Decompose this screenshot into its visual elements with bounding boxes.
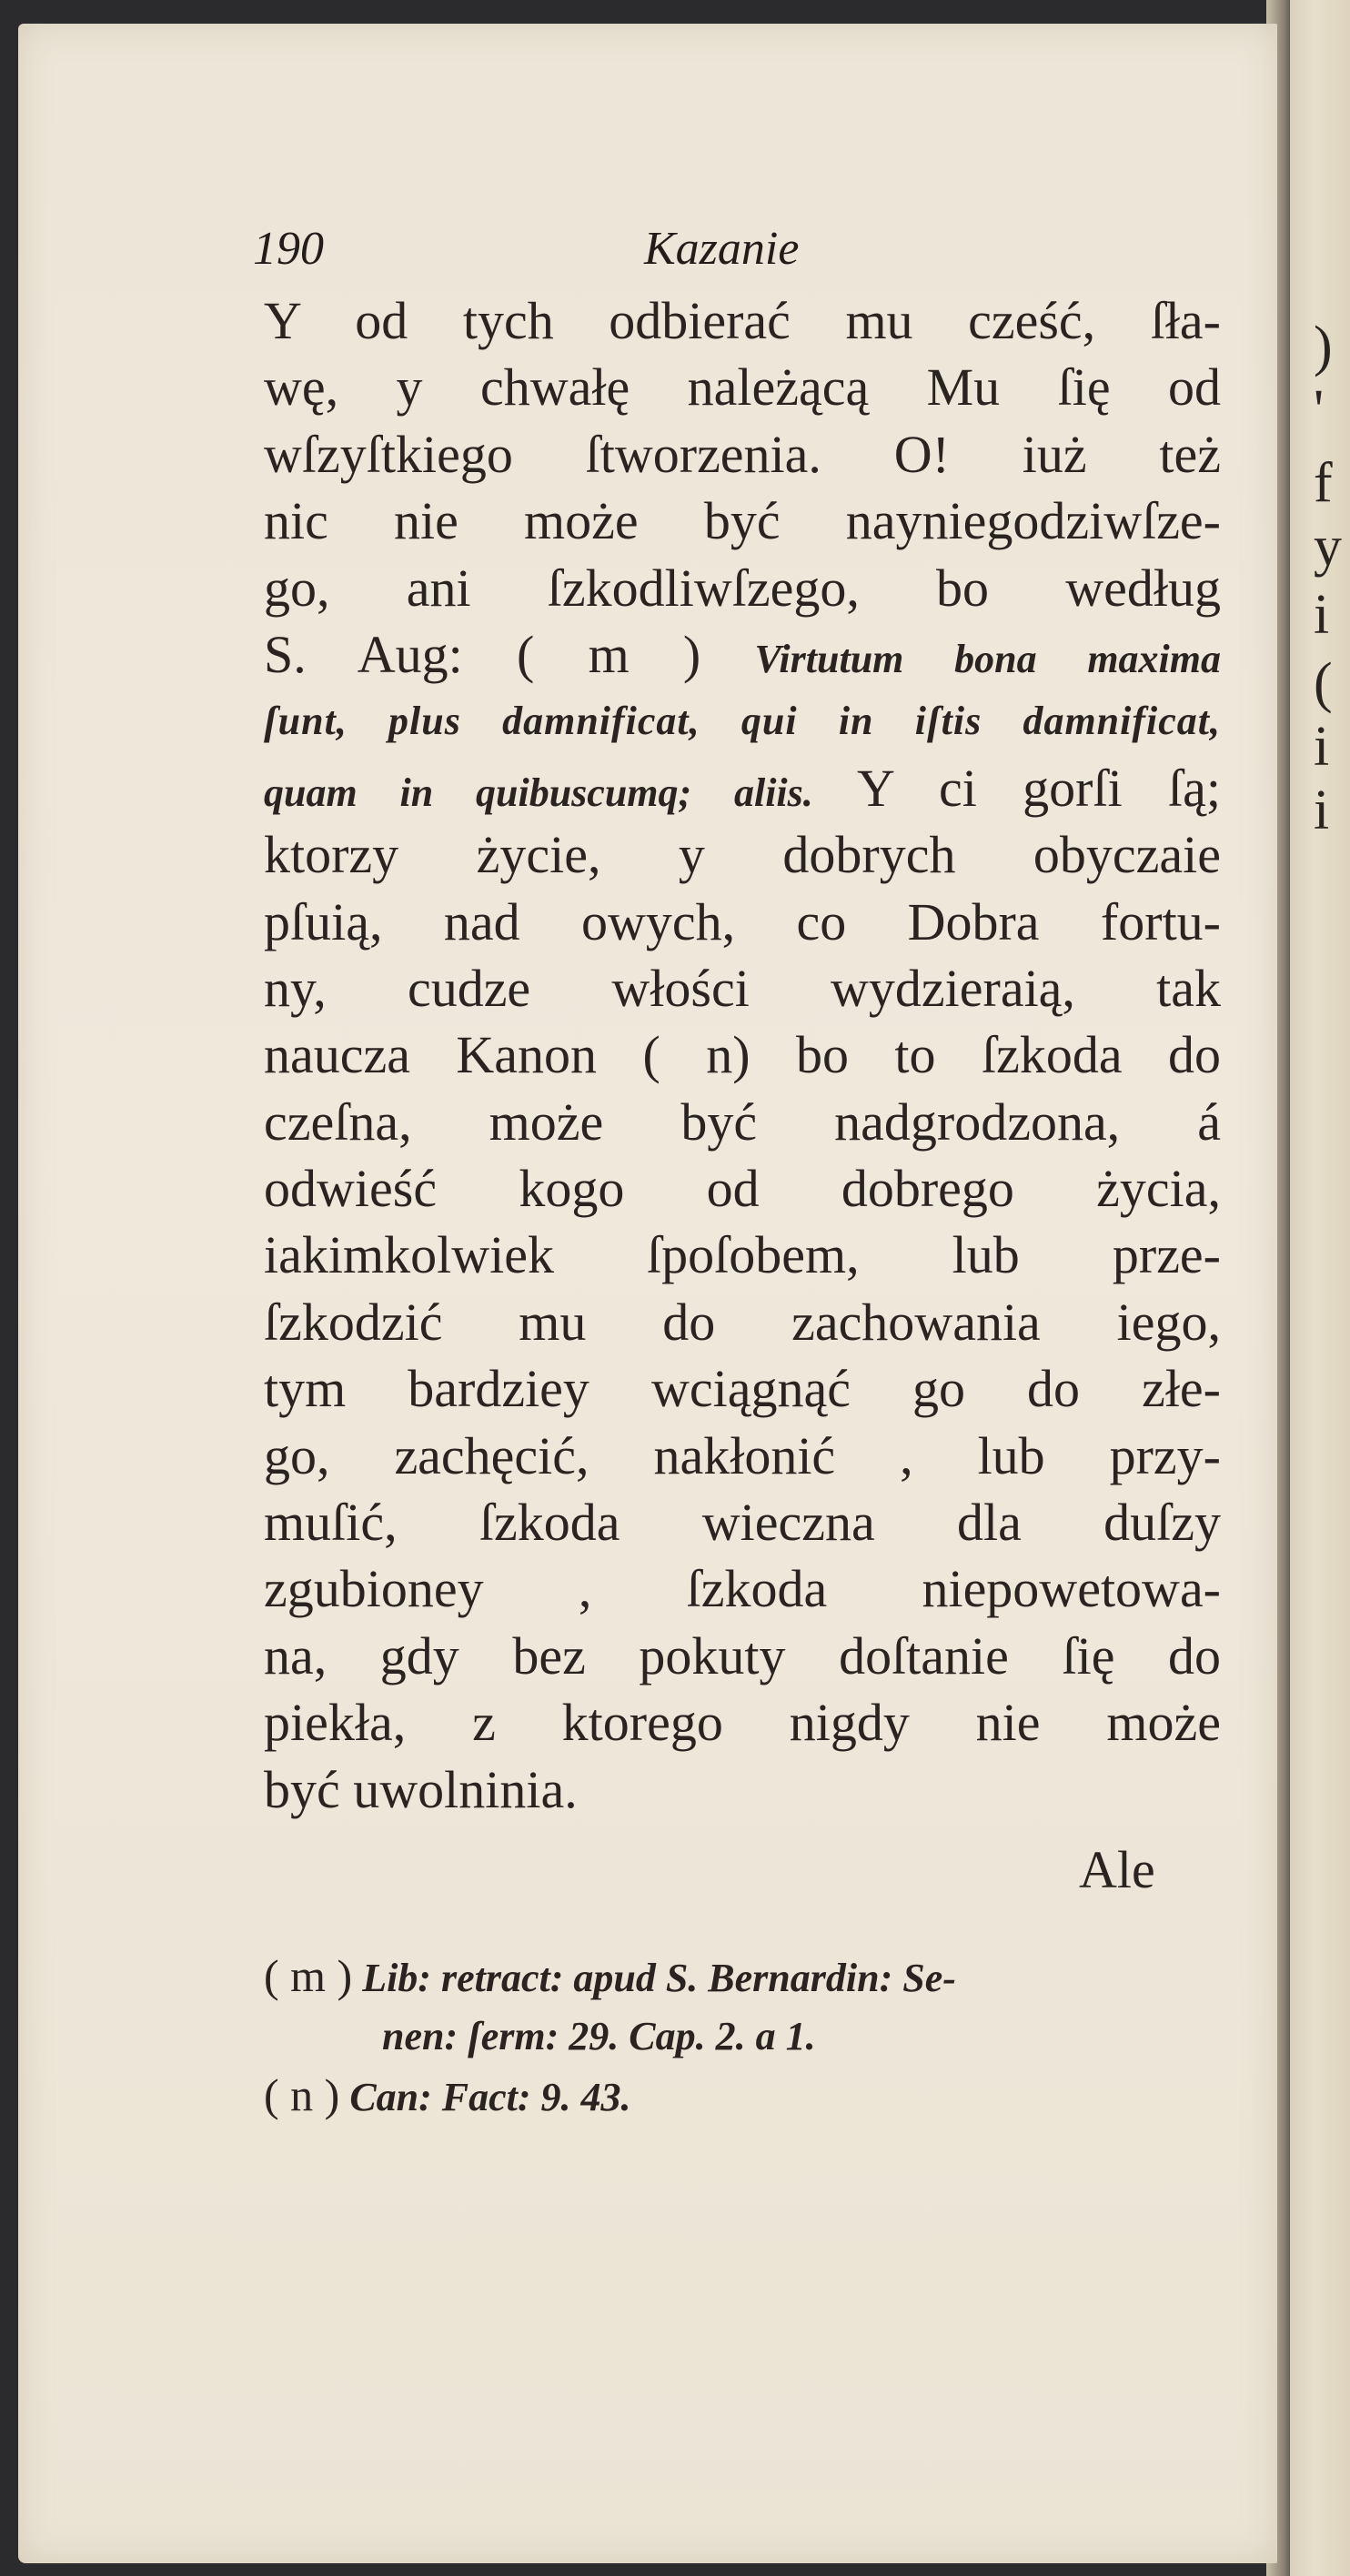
facing-page-fragment: y xyxy=(1314,516,1342,578)
sermon-text xyxy=(264,287,1221,1823)
text-line: wſzyſtkiego ſtworzenia. O! iuż też xyxy=(264,424,1221,484)
page-number: 190 xyxy=(253,223,324,275)
catchword: Ale xyxy=(1079,1840,1155,1899)
facing-page-fragment: ' xyxy=(1314,379,1325,441)
footnote-text: Can: Fact: 9. 43. xyxy=(349,2075,631,2119)
text-line: go, ani ſzkodliwſzego, bo według xyxy=(264,558,1221,618)
footnote-n xyxy=(264,2066,1237,2127)
footnote-m-continuation xyxy=(264,2007,1237,2066)
footnotes xyxy=(264,1947,1237,2127)
citation-marker-text: S. Aug: ( m ) xyxy=(264,624,701,684)
text-line: czeſna, może być nadgrodzona, á xyxy=(264,1092,1221,1152)
facing-page-fragment: i xyxy=(1314,780,1330,841)
text-line: odwieść kogo od dobrego życia, xyxy=(264,1159,1221,1219)
footnote-text: nen: ſerm: 29. Cap. 2. a 1. xyxy=(382,2014,816,2058)
text-line: nic nie może być nayniegodziwſze- xyxy=(264,491,1221,551)
page-header xyxy=(253,222,835,286)
text-line: naucza Kanon ( n) bo to ſzkoda do xyxy=(264,1025,1221,1085)
text-line: go, zachęcić, nakłonić , lub przy- xyxy=(264,1425,1221,1485)
text-line: na, gdy bez pokuty doſtanie ſię do xyxy=(264,1625,1221,1685)
latin-quote-line: ſunt, plus damnificat, qui in iſtis damnificat, xyxy=(264,699,1221,744)
text-line: być uwolninia. xyxy=(264,1759,578,1819)
text-line: wę, y chwałę należącą Mu ſię od xyxy=(264,357,1221,418)
text-line: zgubioney , ſzkoda niepowetowa- xyxy=(264,1559,1221,1619)
footnote-m xyxy=(264,1947,1237,2007)
text-line: Y od tych odbierać mu cześć, ſła- xyxy=(264,291,1221,350)
text-line: muſić, ſzkoda wieczna dla duſzy xyxy=(264,1493,1221,1553)
footnote-marker: ( m ) xyxy=(264,1950,353,2001)
footnote-marker: ( n ) xyxy=(264,2069,340,2120)
latin-quote: Virtutum bona maxima xyxy=(754,636,1221,681)
facing-page-fragment: i xyxy=(1314,584,1330,646)
text-line: pſuią, nad owych, co Dobra fortu- xyxy=(264,891,1221,951)
text-line xyxy=(264,621,1221,688)
text-line: piekła, z ktorego nigdy nie może xyxy=(264,1693,1221,1753)
text-line: iakimkolwiek ſpoſobem, lub prze- xyxy=(264,1225,1221,1285)
text-line: ny, cudze włości wydzieraią, tak xyxy=(264,958,1221,1018)
text-line: ſzkodzić mu do zachowania iego, xyxy=(264,1292,1221,1352)
facing-page-fragment: ( xyxy=(1314,652,1333,714)
running-title: Kazanie xyxy=(644,223,800,275)
facing-page-fragment: f xyxy=(1314,452,1333,514)
text-line xyxy=(264,755,1221,821)
text-line: ktorzy życie, y dobrych obyczaie xyxy=(264,825,1221,885)
text-fragment: Y ci gorſi ſą; xyxy=(856,758,1221,818)
facing-page-fragment: i xyxy=(1314,716,1330,778)
facing-page-edge xyxy=(1290,0,1350,2576)
latin-quote: quam in quibuscumq; aliis. xyxy=(264,770,813,815)
text-line: tym bardziey wciągnąć go do złe- xyxy=(264,1359,1221,1419)
facing-page-fragment: ) xyxy=(1314,316,1333,377)
footnote-text: Lib: retract: apud S. Bernardin: Se- xyxy=(362,1956,956,2000)
